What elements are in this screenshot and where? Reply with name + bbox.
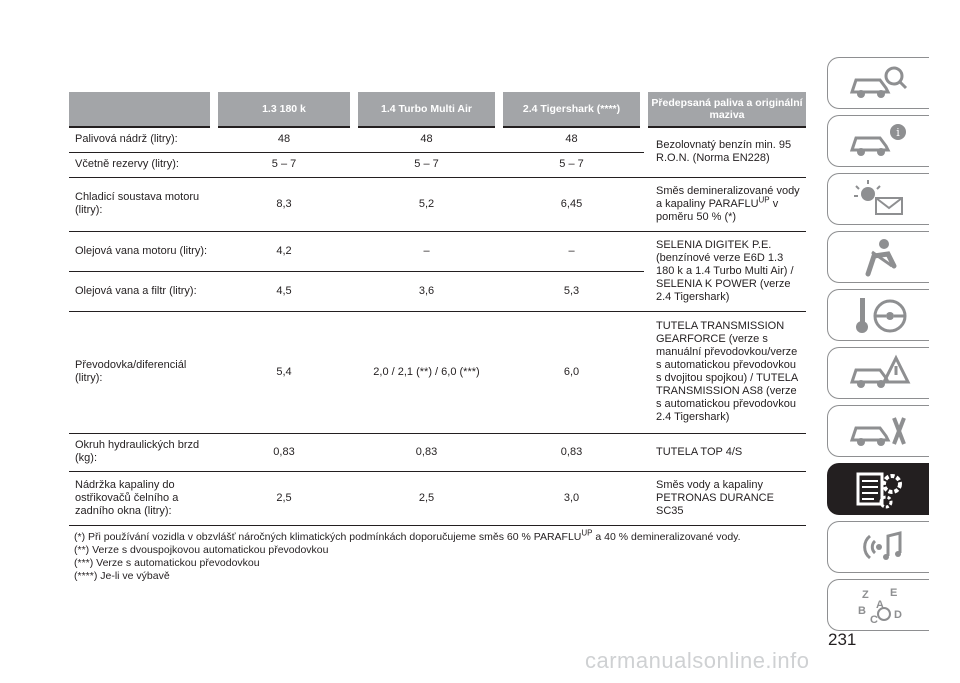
header-empty xyxy=(69,92,214,127)
table-row xyxy=(69,471,806,525)
tab-emergency[interactable] xyxy=(827,347,929,399)
car-info-icon xyxy=(844,120,914,162)
header-engine-1: 1.3 180 k xyxy=(214,92,354,127)
row-label: Olejová vana a filtr (litry): xyxy=(69,271,214,311)
specs-table xyxy=(69,92,806,526)
value-engine-3: 5 – 7 xyxy=(499,152,644,177)
svg-text:C: C xyxy=(869,614,878,626)
page-number: 231 xyxy=(828,630,857,649)
header-engine-2: 1.4 Turbo Multi Air xyxy=(354,92,499,127)
tab-warning-lights[interactable] xyxy=(827,173,929,225)
value-engine-3: – xyxy=(499,231,644,271)
value-engine-2: 5,2 xyxy=(354,177,499,231)
brake-fluid-spec: TUTELA TOP 4/S xyxy=(644,433,806,471)
value-engine-1: 5,4 xyxy=(214,311,354,433)
value-engine-1: 4,2 xyxy=(214,231,354,271)
coolant-spec-text: Směs demineralizované vody a kapaliny PARAFLU xyxy=(656,184,800,210)
table-row xyxy=(69,127,806,152)
value-engine-2: 48 xyxy=(354,127,499,152)
value-engine-3: 6,45 xyxy=(499,177,644,231)
value-engine-1: 5 – 7 xyxy=(214,152,354,177)
tab-multimedia[interactable] xyxy=(827,521,929,573)
value-engine-2: – xyxy=(354,231,499,271)
oil-spec: SELENIA DIGITEK P.E. (benzínové verze E6D 1.3 180 k a 1.4 Turbo Multi Air) / SELENIA K POWER (verze 2.4 Tigershark) xyxy=(644,231,806,311)
value-engine-2: 3,6 xyxy=(354,271,499,311)
coolant-spec-ratio: v poměru 50 % (*) xyxy=(656,197,779,223)
footnote-1-superscript: UP xyxy=(581,528,593,538)
value-engine-1: 4,5 xyxy=(214,271,354,311)
value-engine-3: 6,0 xyxy=(499,311,644,433)
row-label: Včetně rezervy (litry): xyxy=(69,152,214,177)
footnotes xyxy=(74,528,804,583)
header-lubricants: Předepsaná paliva a originální maziva xyxy=(644,92,806,127)
value-engine-3: 3,0 xyxy=(499,471,644,525)
value-engine-1: 0,83 xyxy=(214,433,354,471)
car-search-icon xyxy=(844,62,914,104)
value-engine-2: 0,83 xyxy=(354,433,499,471)
svg-text:D: D xyxy=(893,609,902,621)
tab-dashboard[interactable] xyxy=(827,57,929,109)
value-engine-2: 2,5 xyxy=(354,471,499,525)
car-tools-icon xyxy=(844,410,914,452)
svg-text:i: i xyxy=(895,126,900,139)
footnote-2: (**) Verze s dvouspojkovou automatickou převodovkou xyxy=(74,544,329,556)
value-engine-3: 0,83 xyxy=(499,433,644,471)
footer-watermark: carmanualsonline.info xyxy=(585,648,810,673)
header-engine-3: 2.4 Tigershark (****) xyxy=(499,92,644,127)
specs-gear-icon xyxy=(844,468,914,510)
tab-index[interactable] xyxy=(827,579,929,631)
table-row xyxy=(69,433,806,471)
footnote-1-text: (*) Při používání vozidla v obzvlášť náročných klimatických podmínkách doporučujeme směs 60 % PARAFLU xyxy=(74,531,582,543)
row-label: Chladicí soustava motoru (litry): xyxy=(69,177,214,231)
row-label: Olejová vana motoru (litry): xyxy=(69,231,214,271)
table-row xyxy=(69,231,806,271)
footnote-3: (***) Verze s automatickou převodovkou xyxy=(74,557,260,569)
value-engine-1: 2,5 xyxy=(214,471,354,525)
airbag-person-icon xyxy=(844,236,914,278)
index-letters-icon xyxy=(844,584,914,626)
transmission-spec: TUTELA TRANSMISSION GEARFORCE (verze s manuální převodovkou/verze s automatickou převodovkou s dvojitou spojkou) / TUTELA TRANSMISSION AS8 (verze s automatickou převodovkou 2.4 Tigershark) xyxy=(644,311,806,433)
washer-fluid-spec: Směs vody a kapaliny PETRONAS DURANCE SC35 xyxy=(644,471,806,525)
row-label: Okruh hydraulických brzd (kg): xyxy=(69,433,214,471)
row-label: Palivová nádrž (litry): xyxy=(69,127,214,152)
paraflu-superscript: UP xyxy=(758,194,770,204)
value-engine-1: 48 xyxy=(214,127,354,152)
footnote-4: (****) Je-li ve výbavě xyxy=(74,570,170,582)
footnote-1-tail: a 40 % demineralizované vody. xyxy=(592,531,741,543)
fuel-spec: Bezolovnatý benzín min. 95 R.O.N. (Norma EN228) xyxy=(644,127,806,177)
value-engine-1: 8,3 xyxy=(214,177,354,231)
svg-text:E: E xyxy=(889,587,897,599)
row-label: Nádržka kapaliny do ostřikovačů čelního a zadního okna (litry): xyxy=(69,471,214,525)
light-mail-icon xyxy=(844,178,914,220)
svg-text:Z: Z xyxy=(861,589,869,601)
value-engine-3: 48 xyxy=(499,127,644,152)
tab-technical-data[interactable] xyxy=(827,463,929,515)
coolant-spec xyxy=(644,177,806,231)
value-engine-2: 5 – 7 xyxy=(354,152,499,177)
tab-starting-driving[interactable] xyxy=(827,289,929,341)
tab-safety[interactable] xyxy=(827,231,929,283)
chapter-tabs xyxy=(827,57,929,637)
multimedia-icon xyxy=(844,526,914,568)
value-engine-3: 5,3 xyxy=(499,271,644,311)
svg-text:B: B xyxy=(857,605,866,617)
table-header-row xyxy=(69,92,806,127)
row-label: Převodovka/diferenciál (litry): xyxy=(69,311,214,433)
car-crash-icon xyxy=(844,352,914,394)
tab-vehicle-info[interactable] xyxy=(827,115,929,167)
footnote-1 xyxy=(74,528,804,544)
tab-maintenance[interactable] xyxy=(827,405,929,457)
key-steering-icon xyxy=(844,294,914,336)
table-row xyxy=(69,177,806,231)
value-engine-2: 2,0 / 2,1 (**) / 6,0 (***) xyxy=(354,311,499,433)
table-row xyxy=(69,311,806,433)
svg-text:A: A xyxy=(875,599,884,611)
